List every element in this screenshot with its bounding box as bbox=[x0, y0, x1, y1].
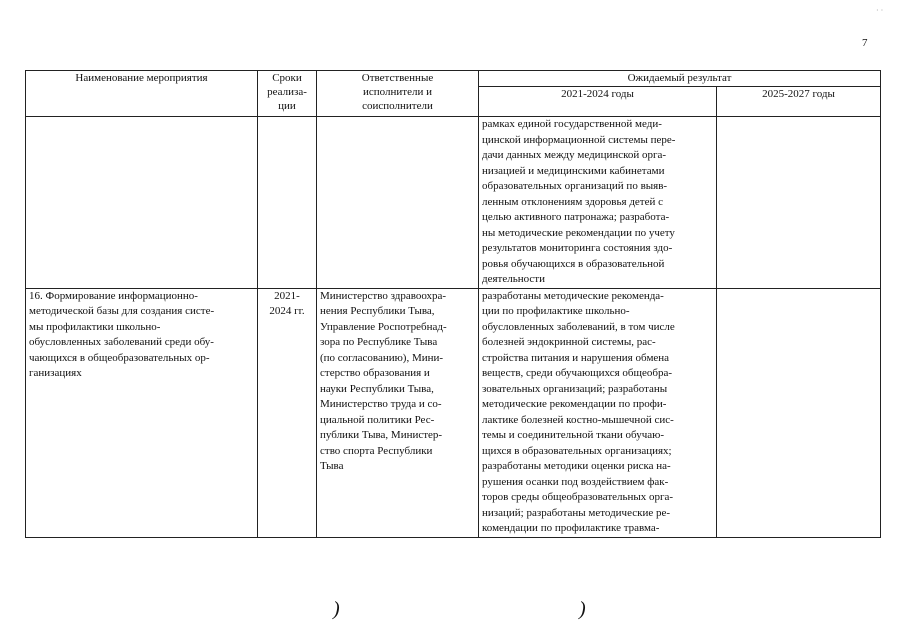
cell-result-2021-2024 bbox=[479, 288, 717, 537]
cell-text-line: зора по Республике Тыва bbox=[320, 336, 438, 348]
header-responsible-line: исполнители и bbox=[363, 86, 432, 98]
cell-text-line: Министерство труда и со- bbox=[320, 398, 442, 410]
cell-text-line: чающихся в общеобразовательных ор- bbox=[29, 351, 210, 364]
cell-text-line: темы и соединительной ткани обучаю- bbox=[482, 429, 665, 441]
cell-text-line: разработаны методики оценки риска на- bbox=[482, 460, 671, 472]
header-period-2021-2024: 2021-2024 годы bbox=[479, 87, 717, 117]
cell-text-line: образовательных организаций по выяв- bbox=[482, 180, 668, 192]
cell-text-line: целью активного патронажа; разработа- bbox=[482, 211, 670, 223]
cell-text-line: разработаны методические рекоменда- bbox=[482, 289, 664, 302]
cell-text-line: методические рекомендации по профи- bbox=[482, 398, 667, 410]
header-terms-line: Сроки bbox=[272, 72, 302, 84]
cell-text-line: мы профилактики школьно- bbox=[29, 320, 161, 333]
table-row bbox=[26, 117, 881, 289]
cell-text-line: ганизациях bbox=[29, 367, 82, 379]
header-expected-result: Ожидаемый результат bbox=[479, 71, 881, 87]
cell-text-line: результатов мониторинга состояния здо- bbox=[482, 242, 673, 254]
cell-activity-name bbox=[26, 117, 258, 289]
cell-text-line: веществ, среди обучающихся общеобра- bbox=[482, 367, 673, 379]
cell-responsible bbox=[317, 117, 479, 289]
cell-text-line: Тыва bbox=[320, 460, 344, 472]
cell-result-2025-2027 bbox=[717, 117, 881, 289]
table-row bbox=[26, 288, 881, 537]
cell-text-line: цинской информационной системы пере- bbox=[482, 133, 676, 146]
cell-text-line: деятельности bbox=[482, 273, 545, 285]
cell-text-line: болезней эндокринной системы, рас- bbox=[482, 336, 656, 348]
cell-activity-name bbox=[26, 288, 258, 537]
bottom-mark: ) bbox=[333, 598, 340, 620]
cell-terms bbox=[258, 117, 317, 289]
cell-text-line: ленным отклонениям здоровья детей с bbox=[482, 195, 664, 208]
cell-text-line: 2024 гг. bbox=[269, 305, 305, 317]
cell-text-line: (по согласованию), Мини- bbox=[320, 351, 444, 364]
cell-text-line: низаций; разработаны методические ре- bbox=[482, 506, 671, 519]
cell-text-line: ровья обучающихся в образовательной bbox=[482, 257, 665, 270]
cell-terms bbox=[258, 288, 317, 537]
bottom-mark: ) bbox=[579, 598, 586, 620]
scan-artifact: · · bbox=[876, 6, 884, 15]
cell-text-line: низацией и медицинскими кабинетами bbox=[482, 164, 665, 177]
cell-text-line: рушения осанки под воздействием фак- bbox=[482, 475, 669, 488]
cell-text-line: ции по профилактике школьно- bbox=[482, 305, 630, 317]
cell-text-line: 16. Формирование информационно- bbox=[29, 289, 198, 302]
activities-table bbox=[25, 70, 881, 538]
cell-text-line: дачи данных между медицинской орга- bbox=[482, 149, 667, 161]
cell-text-line: зовательных организаций; разработаны bbox=[482, 382, 668, 395]
cell-text-line: ство спорта Республики bbox=[320, 444, 433, 457]
page-number: 7 bbox=[862, 37, 868, 49]
header-responsible-line: соисполнители bbox=[362, 100, 433, 112]
header-responsible-line: Ответственные bbox=[361, 72, 434, 84]
cell-text-line: комендации по профилактике травма- bbox=[482, 522, 660, 534]
cell-text-line: Министерство здравоохра- bbox=[320, 289, 447, 302]
cell-text-line: торов среды общеобразовательных орга- bbox=[482, 491, 674, 503]
header-period-2025-2027: 2025-2027 годы bbox=[717, 87, 881, 117]
header-name: Наименование мероприятия bbox=[26, 71, 258, 117]
cell-text-line: щихся в образовательных организациях; bbox=[482, 444, 672, 457]
cell-text-line: науки Республики Тыва, bbox=[320, 382, 434, 395]
cell-text-line: Управление Роспотребнад- bbox=[320, 320, 447, 333]
header-terms-line: ции bbox=[278, 100, 296, 112]
header-terms-line: реализа- bbox=[267, 86, 307, 98]
cell-text-line: циальной политики Рес- bbox=[320, 413, 435, 426]
cell-result-2021-2024 bbox=[479, 117, 717, 289]
cell-text-line: методической базы для создания систе- bbox=[29, 305, 215, 317]
cell-text-line: обусловленных заболеваний среди обу- bbox=[29, 336, 214, 348]
cell-result-2025-2027 bbox=[717, 288, 881, 537]
cell-text-line: стерство образования и bbox=[320, 367, 430, 379]
header-responsible bbox=[317, 71, 479, 117]
cell-responsible bbox=[317, 288, 479, 537]
cell-text-line: обусловленных заболеваний, в том числе bbox=[482, 320, 675, 333]
cell-text-line: лактике болезней костно-мышечной сис- bbox=[482, 413, 674, 426]
cell-text-line: 2021- bbox=[274, 289, 300, 302]
cell-text-line: нения Республики Тыва, bbox=[320, 305, 435, 317]
cell-text-line: стройства питания и нарушения обмена bbox=[482, 351, 670, 364]
cell-text-line: ны методические рекомендации по учету bbox=[482, 226, 675, 239]
header-terms bbox=[258, 71, 317, 117]
cell-text-line: рамках единой государственной меди- bbox=[482, 118, 662, 130]
cell-text-line: публики Тыва, Министер- bbox=[320, 429, 443, 441]
